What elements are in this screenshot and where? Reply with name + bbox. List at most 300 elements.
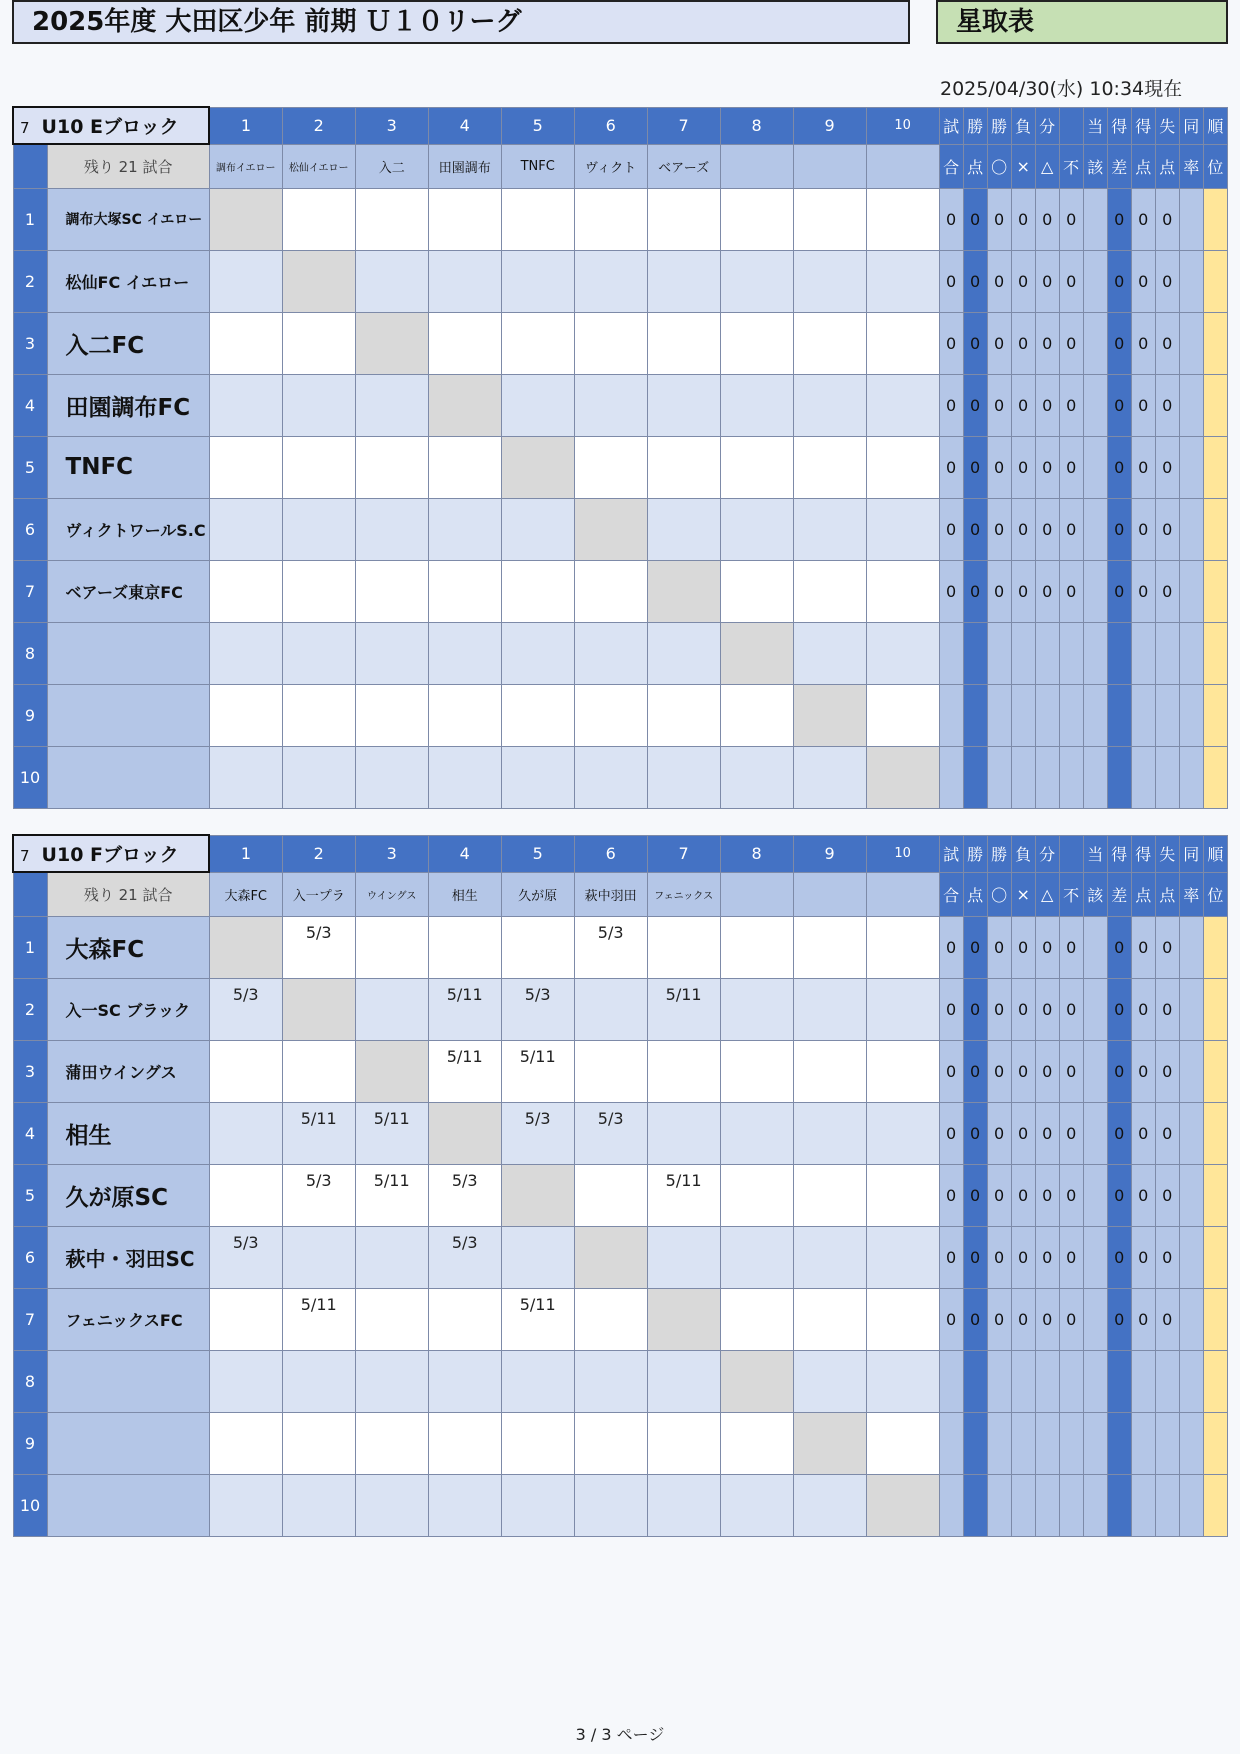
match-cell[interactable] [793, 1226, 866, 1288]
match-cell[interactable] [428, 250, 501, 312]
match-cell[interactable]: 5/11 [355, 1102, 428, 1164]
team-stat: 0 [1155, 250, 1179, 312]
league-block-e [12, 106, 1228, 809]
match-cell[interactable] [501, 436, 574, 498]
match-cell[interactable] [574, 684, 647, 746]
match-cell[interactable]: 5/11 [428, 1040, 501, 1102]
match-cell[interactable]: 5/11 [647, 978, 720, 1040]
match-cell[interactable] [720, 250, 793, 312]
match-cell[interactable] [282, 436, 355, 498]
match-cell[interactable] [866, 978, 939, 1040]
team-stat: 0 [1131, 436, 1155, 498]
team-stat: 0 [1011, 250, 1035, 312]
opponent-column-number: 5 [501, 107, 574, 144]
team-stat: 0 [1107, 250, 1131, 312]
team-stat [1203, 1288, 1227, 1350]
match-cell[interactable] [866, 312, 939, 374]
match-cell[interactable] [793, 312, 866, 374]
team-stat: 0 [1131, 1226, 1155, 1288]
match-cell[interactable] [793, 188, 866, 250]
opponent-short-name: 松仙イエロー [282, 144, 355, 188]
match-cell[interactable] [720, 374, 793, 436]
match-cell[interactable] [501, 622, 574, 684]
stat-header-bottom: 点 [1155, 872, 1179, 916]
stat-header-top: 順 [1203, 107, 1227, 144]
team-stat: 0 [1035, 1226, 1059, 1288]
match-cell[interactable] [501, 312, 574, 374]
match-cell[interactable] [720, 312, 793, 374]
stat-header-bottom: 不 [1059, 872, 1083, 916]
match-cell[interactable] [501, 746, 574, 808]
opponent-short-name [866, 144, 939, 188]
match-cell[interactable] [282, 250, 355, 312]
match-cell[interactable] [720, 746, 793, 808]
match-cell[interactable] [282, 1474, 355, 1536]
match-cell[interactable] [793, 1412, 866, 1474]
match-cell[interactable] [428, 746, 501, 808]
match-cell[interactable] [209, 1350, 282, 1412]
match-cell[interactable] [428, 1350, 501, 1412]
match-cell[interactable] [428, 436, 501, 498]
match-cell[interactable]: 5/3 [282, 1164, 355, 1226]
match-cell[interactable] [355, 684, 428, 746]
match-cell[interactable] [866, 1226, 939, 1288]
team-stat: 0 [939, 560, 963, 622]
team-stat: 0 [939, 1102, 963, 1164]
match-cell[interactable] [793, 916, 866, 978]
match-cell[interactable] [574, 374, 647, 436]
match-cell[interactable]: 5/3 [428, 1164, 501, 1226]
match-cell[interactable] [866, 1164, 939, 1226]
team-stat: 0 [963, 498, 987, 560]
match-cell[interactable] [574, 1412, 647, 1474]
opponent-short-name: 入一プラ [282, 872, 355, 916]
stat-header-bottom: 該 [1083, 144, 1107, 188]
match-cell[interactable] [209, 498, 282, 560]
match-cell[interactable] [793, 1474, 866, 1536]
stat-header-top: 試 [939, 107, 963, 144]
match-cell[interactable] [647, 1102, 720, 1164]
opponent-short-name: 相生 [428, 872, 501, 916]
match-cell[interactable] [866, 188, 939, 250]
match-cell[interactable] [793, 374, 866, 436]
match-cell[interactable] [501, 1226, 574, 1288]
match-cell[interactable] [501, 498, 574, 560]
match-cell[interactable] [209, 436, 282, 498]
team-stat: 0 [987, 436, 1011, 498]
team-stat: 0 [1107, 560, 1131, 622]
match-cell[interactable] [282, 622, 355, 684]
team-stat: 0 [939, 1164, 963, 1226]
team-stat: 0 [963, 436, 987, 498]
match-cell[interactable] [866, 1474, 939, 1536]
team-name: 蒲田ウイングス [47, 1040, 209, 1102]
match-cell[interactable] [574, 746, 647, 808]
match-cell[interactable] [574, 978, 647, 1040]
match-cell[interactable] [428, 498, 501, 560]
match-cell[interactable] [355, 916, 428, 978]
team-stat [1203, 250, 1227, 312]
match-cell[interactable] [355, 746, 428, 808]
match-cell[interactable]: 5/3 [501, 1102, 574, 1164]
match-cell[interactable]: 5/11 [355, 1164, 428, 1226]
opponent-short-name: 調布イエロー [209, 144, 282, 188]
match-cell[interactable] [428, 188, 501, 250]
match-cell[interactable] [720, 560, 793, 622]
match-cell[interactable] [866, 560, 939, 622]
team-stat: 0 [1155, 1288, 1179, 1350]
match-cell[interactable] [866, 622, 939, 684]
match-cell[interactable] [501, 684, 574, 746]
match-cell[interactable] [647, 1412, 720, 1474]
match-cell[interactable] [793, 978, 866, 1040]
match-cell[interactable] [501, 1164, 574, 1226]
match-cell[interactable] [209, 188, 282, 250]
team-stat [1179, 916, 1203, 978]
match-cell[interactable] [209, 1474, 282, 1536]
match-cell[interactable] [720, 1288, 793, 1350]
league-block-f [12, 834, 1228, 1537]
match-cell[interactable] [209, 1288, 282, 1350]
match-cell[interactable] [209, 1040, 282, 1102]
match-cell[interactable] [866, 1102, 939, 1164]
match-cell[interactable] [574, 622, 647, 684]
team-stat: 0 [1155, 1164, 1179, 1226]
opponent-column-number: 1 [209, 107, 282, 144]
match-cell[interactable] [574, 498, 647, 560]
team-stat: 0 [1107, 374, 1131, 436]
match-cell[interactable] [428, 684, 501, 746]
match-cell[interactable] [501, 1412, 574, 1474]
match-cell[interactable] [720, 1474, 793, 1536]
team-stat [1011, 622, 1035, 684]
team-stat [1107, 1350, 1131, 1412]
match-cell[interactable] [355, 622, 428, 684]
match-cell[interactable] [282, 1412, 355, 1474]
match-cell[interactable] [574, 1226, 647, 1288]
match-cell[interactable] [428, 622, 501, 684]
match-cell[interactable] [720, 1350, 793, 1412]
star-table-label: 星取表 [936, 0, 1228, 44]
match-cell[interactable] [647, 498, 720, 560]
match-cell[interactable] [428, 1412, 501, 1474]
match-cell[interactable] [355, 560, 428, 622]
match-cell[interactable] [574, 250, 647, 312]
match-cell[interactable] [355, 1412, 428, 1474]
team-stat: 0 [1155, 1226, 1179, 1288]
match-cell[interactable] [647, 1474, 720, 1536]
team-stat: 0 [1131, 978, 1155, 1040]
match-cell[interactable] [647, 374, 720, 436]
match-cell[interactable] [428, 1474, 501, 1536]
team-stat [1179, 250, 1203, 312]
team-stat: 0 [1035, 498, 1059, 560]
match-cell[interactable] [647, 1350, 720, 1412]
match-cell[interactable]: 5/11 [282, 1102, 355, 1164]
match-cell[interactable] [647, 1040, 720, 1102]
match-cell[interactable] [428, 374, 501, 436]
team-stat: 0 [987, 978, 1011, 1040]
team-stat [1083, 746, 1107, 808]
match-cell[interactable] [866, 498, 939, 560]
match-cell[interactable] [282, 312, 355, 374]
team-stat: 0 [1107, 1102, 1131, 1164]
match-cell[interactable]: 5/11 [647, 1164, 720, 1226]
team-stat [1083, 1474, 1107, 1536]
team-stat: 0 [1011, 374, 1035, 436]
match-cell[interactable] [866, 1040, 939, 1102]
match-cell[interactable] [647, 1226, 720, 1288]
match-cell[interactable] [501, 1474, 574, 1536]
match-cell[interactable] [720, 498, 793, 560]
match-cell[interactable] [720, 188, 793, 250]
team-stat: 0 [1011, 312, 1035, 374]
team-stat [1179, 312, 1203, 374]
match-cell[interactable] [793, 1164, 866, 1226]
match-cell[interactable] [209, 1102, 282, 1164]
match-cell[interactable] [720, 1226, 793, 1288]
match-cell[interactable] [720, 1412, 793, 1474]
match-cell[interactable] [866, 250, 939, 312]
team-stat [1155, 1412, 1179, 1474]
team-stat [1155, 622, 1179, 684]
match-cell[interactable] [355, 1226, 428, 1288]
match-cell[interactable] [428, 1102, 501, 1164]
match-cell[interactable] [209, 684, 282, 746]
team-row [13, 436, 1228, 498]
match-cell[interactable] [282, 684, 355, 746]
match-cell[interactable] [574, 1164, 647, 1226]
match-cell[interactable] [720, 978, 793, 1040]
match-cell[interactable]: 5/11 [428, 978, 501, 1040]
match-cell[interactable] [720, 622, 793, 684]
match-cell[interactable] [793, 1040, 866, 1102]
match-cell[interactable] [647, 746, 720, 808]
team-row [13, 1102, 1228, 1164]
match-cell[interactable] [355, 1288, 428, 1350]
stat-header-bottom: 点 [1131, 872, 1155, 916]
team-row [13, 1164, 1228, 1226]
match-cell[interactable] [793, 622, 866, 684]
match-cell[interactable] [647, 312, 720, 374]
match-cell[interactable] [720, 1102, 793, 1164]
team-number: 8 [13, 1350, 47, 1412]
match-cell[interactable] [574, 1040, 647, 1102]
match-cell[interactable] [720, 436, 793, 498]
match-cell[interactable] [209, 374, 282, 436]
team-stat: 0 [1059, 250, 1083, 312]
stat-header-top: 得 [1131, 107, 1155, 144]
match-cell[interactable] [282, 374, 355, 436]
match-cell[interactable]: 5/11 [282, 1288, 355, 1350]
match-cell[interactable] [866, 1412, 939, 1474]
match-cell[interactable] [647, 1288, 720, 1350]
match-cell[interactable] [793, 1288, 866, 1350]
match-cell[interactable] [720, 684, 793, 746]
match-cell[interactable] [428, 312, 501, 374]
match-cell[interactable] [720, 1040, 793, 1102]
match-cell[interactable] [720, 1164, 793, 1226]
team-stat: 0 [1059, 560, 1083, 622]
page-title: 2025年度 大田区少年 前期 Ｕ１０リーグ [12, 0, 910, 44]
team-row [13, 1474, 1228, 1536]
match-cell[interactable] [866, 374, 939, 436]
team-stat [1083, 622, 1107, 684]
opponent-column-number: 8 [720, 835, 793, 872]
match-cell[interactable] [209, 1164, 282, 1226]
match-cell[interactable] [720, 916, 793, 978]
team-stat: 0 [1107, 1040, 1131, 1102]
match-cell[interactable]: 5/3 [574, 916, 647, 978]
match-cell[interactable] [282, 560, 355, 622]
team-stat [1203, 188, 1227, 250]
match-cell[interactable] [793, 1102, 866, 1164]
match-cell[interactable] [282, 188, 355, 250]
match-cell[interactable]: 5/11 [501, 1288, 574, 1350]
match-cell[interactable] [793, 498, 866, 560]
team-stat [939, 1412, 963, 1474]
match-cell[interactable] [647, 560, 720, 622]
match-cell[interactable] [647, 436, 720, 498]
team-stat: 0 [1059, 188, 1083, 250]
match-cell[interactable] [866, 1288, 939, 1350]
match-cell[interactable] [209, 746, 282, 808]
match-cell[interactable]: 5/3 [501, 978, 574, 1040]
team-stat [1011, 1412, 1035, 1474]
team-stat: 0 [1131, 560, 1155, 622]
team-stat [1203, 1164, 1227, 1226]
match-cell[interactable] [355, 188, 428, 250]
match-cell[interactable] [355, 1474, 428, 1536]
team-stat [1179, 978, 1203, 1040]
match-cell[interactable] [793, 436, 866, 498]
match-cell[interactable] [793, 250, 866, 312]
match-cell[interactable] [355, 978, 428, 1040]
match-cell[interactable] [793, 746, 866, 808]
block-name: U10 Eブロック [41, 116, 179, 138]
match-cell[interactable] [866, 436, 939, 498]
match-cell[interactable] [428, 916, 501, 978]
match-cell[interactable]: 5/3 [282, 916, 355, 978]
team-stat [987, 746, 1011, 808]
match-cell[interactable] [793, 560, 866, 622]
team-stat [939, 1474, 963, 1536]
team-stat: 0 [963, 1102, 987, 1164]
match-cell[interactable] [574, 1288, 647, 1350]
match-cell[interactable] [501, 188, 574, 250]
opponent-column-number: 2 [282, 835, 355, 872]
team-stat: 0 [1035, 436, 1059, 498]
match-cell[interactable] [209, 622, 282, 684]
team-stat: 0 [1131, 374, 1155, 436]
match-cell[interactable] [574, 1350, 647, 1412]
match-cell[interactable] [355, 1040, 428, 1102]
match-cell[interactable] [209, 560, 282, 622]
match-cell[interactable] [866, 1350, 939, 1412]
team-stat: 0 [1035, 560, 1059, 622]
match-cell[interactable] [647, 684, 720, 746]
match-cell[interactable] [574, 188, 647, 250]
match-cell[interactable] [647, 916, 720, 978]
team-stat [1083, 1164, 1107, 1226]
match-cell[interactable] [501, 916, 574, 978]
match-cell[interactable]: 5/3 [428, 1226, 501, 1288]
match-cell[interactable]: 5/11 [501, 1040, 574, 1102]
team-stat: 0 [1131, 1288, 1155, 1350]
team-stat [939, 1350, 963, 1412]
match-cell[interactable] [282, 498, 355, 560]
match-cell[interactable] [355, 436, 428, 498]
team-stat: 0 [1131, 250, 1155, 312]
stat-header-bottom: 点 [963, 872, 987, 916]
match-cell[interactable]: 5/3 [209, 978, 282, 1040]
match-cell[interactable] [282, 1350, 355, 1412]
match-cell[interactable] [282, 1226, 355, 1288]
match-cell[interactable] [209, 250, 282, 312]
match-cell[interactable] [428, 560, 501, 622]
team-stat: 0 [963, 188, 987, 250]
opponent-short-name: 萩中羽田 [574, 872, 647, 916]
match-cell[interactable] [501, 374, 574, 436]
team-stat: 0 [987, 1288, 1011, 1350]
match-cell[interactable] [647, 250, 720, 312]
team-stat: 0 [939, 374, 963, 436]
team-stat: 0 [1107, 188, 1131, 250]
team-stat: 0 [1011, 498, 1035, 560]
match-cell[interactable] [428, 1288, 501, 1350]
match-cell[interactable] [209, 1412, 282, 1474]
match-cell[interactable] [282, 1040, 355, 1102]
stat-header-bottom: × [1011, 144, 1035, 188]
match-cell[interactable] [209, 312, 282, 374]
match-cell[interactable] [574, 560, 647, 622]
match-cell[interactable]: 5/3 [574, 1102, 647, 1164]
match-cell[interactable] [355, 250, 428, 312]
match-cell[interactable] [793, 684, 866, 746]
match-cell[interactable] [574, 1474, 647, 1536]
team-stat: 0 [987, 1102, 1011, 1164]
standings-table [12, 106, 1228, 809]
match-cell[interactable] [866, 746, 939, 808]
match-cell[interactable] [355, 312, 428, 374]
match-cell[interactable] [209, 916, 282, 978]
match-cell[interactable] [282, 746, 355, 808]
team-name [47, 1474, 209, 1536]
match-cell[interactable] [574, 436, 647, 498]
match-cell[interactable] [866, 916, 939, 978]
match-cell[interactable] [501, 250, 574, 312]
match-cell[interactable] [355, 374, 428, 436]
match-cell[interactable] [647, 622, 720, 684]
match-cell[interactable] [501, 560, 574, 622]
stat-header-top: 当 [1083, 835, 1107, 872]
match-cell[interactable] [501, 1350, 574, 1412]
timestamp: 2025/04/30(水) 10:34現在 [940, 78, 1183, 100]
match-cell[interactable] [355, 1350, 428, 1412]
team-stat: 0 [1107, 312, 1131, 374]
match-cell[interactable] [793, 1350, 866, 1412]
stat-header-top: 得 [1107, 835, 1131, 872]
match-cell[interactable] [282, 978, 355, 1040]
match-cell[interactable] [647, 188, 720, 250]
match-cell[interactable]: 5/3 [209, 1226, 282, 1288]
match-cell[interactable] [866, 684, 939, 746]
match-cell[interactable] [355, 498, 428, 560]
match-cell[interactable] [574, 312, 647, 374]
team-stat [1203, 1040, 1227, 1102]
opponent-column-number: 3 [355, 107, 428, 144]
team-stat [1203, 746, 1227, 808]
